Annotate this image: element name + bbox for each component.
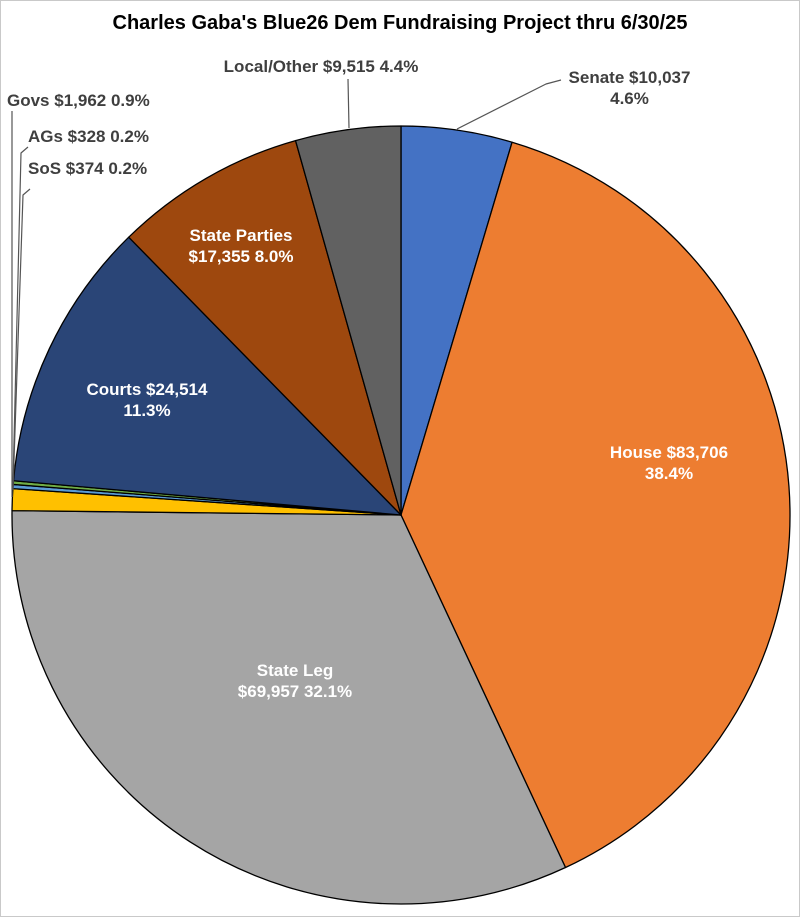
label-house (589, 442, 749, 484)
label-senate (557, 67, 702, 109)
label-courts-line2: 11.3% (123, 401, 171, 420)
label-govs-text: Govs $1,962 0.9% (7, 91, 150, 110)
label-local-other (211, 56, 431, 77)
label-state-parties-line1: State Parties (189, 226, 293, 245)
label-govs (7, 90, 150, 111)
label-state-leg-line1: State Leg (256, 661, 334, 680)
label-senate-line1: Senate $10,037 (568, 68, 691, 87)
label-house-line1: House $83,706 (609, 443, 729, 462)
label-state-parties (157, 225, 325, 267)
pie-slices (12, 126, 790, 904)
label-senate-line2: 4.6% (610, 89, 649, 108)
label-courts (63, 379, 231, 421)
label-courts-line1: Courts $24,514 (86, 380, 208, 399)
label-sos-text: SoS $374 0.2% (28, 159, 148, 178)
label-house-line2: 38.4% (644, 464, 694, 483)
label-state-leg-line2: $69,957 32.1% (237, 682, 353, 701)
chart-title: Charles Gaba's Blue26 Dem Fundraising Project thru 6/30/25 (112, 12, 688, 34)
label-state-leg (215, 660, 375, 702)
leader-line-local-other (348, 79, 349, 128)
label-ags-text: AGs $328 0.2% (28, 127, 149, 146)
label-ags (28, 126, 149, 147)
label-sos (28, 158, 147, 179)
leader-line-senate (457, 80, 561, 129)
label-state-parties-line2: $17,355 8.0% (188, 247, 294, 266)
label-local-other-text: Local/Other $9,515 4.4% (223, 57, 419, 76)
